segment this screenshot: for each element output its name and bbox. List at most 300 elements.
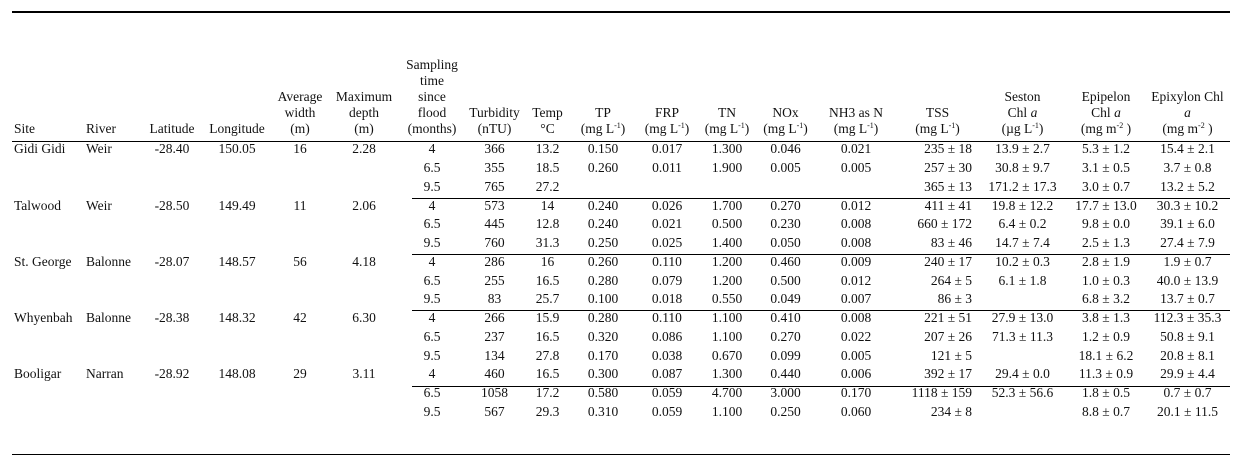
cell-time: 9.5 [423,291,441,307]
cell-tp: 0.280 [587,310,619,326]
cell-seston: 14.7 ± 7.4 [995,235,1050,251]
cell-seston: 6.4 ± 0.2 [998,216,1047,232]
cell-temp: 15.9 [535,310,560,326]
water-quality-table [12,14,1230,421]
cell-nh3: 0.007 [840,291,872,307]
cell-tp: 0.250 [587,235,619,251]
cell-width: 16 [293,141,307,157]
cell-frp: 0.059 [651,385,683,401]
cell-site [12,271,84,290]
header-temp: Temp °C [532,105,563,136]
cell-epipelon: 6.8 ± 3.2 [1082,291,1130,307]
cell-epipelon: 3.0 ± 0.7 [1082,178,1130,194]
cell-nh3: 0.008 [840,235,872,251]
cell-width: 56 [293,253,307,269]
cell-seston [978,346,1067,365]
cell-temp: 29.3 [535,403,560,419]
cell-latitude [142,234,202,253]
cell-tss: 264 ± 5 [930,272,972,288]
cell-nh3: 0.022 [840,328,872,344]
cell-width: 29 [293,366,307,382]
cell-site: St. George [14,253,72,269]
cell-tss: 392 ± 17 [924,366,972,382]
cell-longitude: 148.32 [218,310,256,326]
cell-nh3: 0.012 [840,272,872,288]
cell-seston: 10.2 ± 0.3 [995,253,1050,269]
cell-latitude: -28.92 [154,366,190,382]
cell-temp: 16.5 [535,366,560,382]
cell-river [84,234,142,253]
cell-longitude: 149.49 [218,197,256,213]
cell-seston: 52.3 ± 56.6 [991,385,1054,401]
cell-seston: 6.1 ± 1.8 [998,272,1047,288]
cell-river: Weir [86,197,112,213]
cell-site: Booligar [14,366,62,382]
cell-river [84,403,142,422]
cell-latitude [142,271,202,290]
cell-tn: 4.700 [711,385,743,401]
cell-river [84,328,142,347]
cell-width [272,215,328,234]
cell-nox: 0.049 [770,291,801,307]
cell-river [84,215,142,234]
cell-tn: 1.300 [711,141,743,157]
cell-epixylon: 15.4 ± 2.1 [1160,141,1215,157]
cell-frp [636,178,698,197]
cell-tp: 0.240 [587,216,619,232]
cell-tn: 0.670 [711,347,743,363]
cell-seston: 29.4 ± 0.0 [995,366,1050,382]
table-row [12,290,1230,309]
cell-depth: 3.11 [352,366,376,382]
cell-tn: 1.200 [711,272,743,288]
cell-depth [328,346,400,365]
cell-longitude [202,159,272,178]
table-row [12,140,1230,159]
cell-epipelon: 2.8 ± 1.9 [1082,253,1130,269]
cell-tn: 0.500 [711,216,743,232]
cell-turbidity: 255 [484,272,505,288]
cell-nox: 0.005 [770,160,801,176]
cell-nh3: 0.006 [840,366,872,382]
cell-nh3: 0.060 [840,403,872,419]
cell-tp: 0.260 [587,160,619,176]
table-bottom-rule [12,454,1230,455]
cell-tss: 83 ± 46 [930,235,972,251]
cell-frp: 0.110 [652,310,682,326]
cell-depth [328,328,400,347]
table-top-rule [12,11,1230,13]
cell-tn: 1.100 [711,403,743,419]
cell-seston: 19.8 ± 12.2 [991,197,1054,213]
cell-tp: 0.300 [587,366,619,382]
cell-temp: 12.8 [535,216,560,232]
cell-river: Balonne [86,253,131,269]
cell-latitude [142,403,202,422]
cell-depth [328,234,400,253]
header-tn: TN (mg $L^{-1}$) [704,105,750,136]
cell-seston: 30.8 ± 9.7 [995,160,1050,176]
cell-time: 4 [428,366,436,382]
cell-width [272,178,328,197]
table-row [12,196,1230,215]
header-latitude: Latitude [149,121,195,136]
cell-turbidity: 355 [484,160,505,176]
cell-frp: 0.025 [651,235,683,251]
table-row [12,309,1230,328]
cell-site: Talwood [14,197,62,213]
cell-nox: 0.050 [770,235,801,251]
cell-epipelon: 5.3 ± 1.2 [1082,141,1130,157]
cell-temp: 16.5 [535,272,560,288]
cell-longitude [202,271,272,290]
cell-epipelon: 1.8 ± 0.5 [1082,385,1130,401]
cell-longitude [202,290,272,309]
cell-time: 9.5 [423,347,441,363]
cell-tn: 1.700 [711,197,743,213]
cell-epixylon: 20.1 ± 11.5 [1157,403,1218,419]
cell-frp: 0.021 [651,216,683,232]
cell-time: 6.5 [423,160,441,176]
cell-width [272,403,328,422]
cell-frp: 0.087 [651,366,683,382]
cell-turbidity: 237 [484,328,505,344]
cell-turbidity: 266 [484,310,505,326]
cell-seston: 13.9 ± 2.7 [995,141,1050,157]
cell-time: 4 [428,197,436,213]
cell-width [272,234,328,253]
cell-river [84,290,142,309]
table-row [12,178,1230,197]
table-row [12,328,1230,347]
cell-longitude: 148.57 [218,253,256,269]
cell-epixylon: 50.8 ± 9.1 [1160,328,1215,344]
cell-temp: 27.8 [535,347,560,363]
cell-river [84,346,142,365]
table-row [12,346,1230,365]
cell-seston [978,290,1067,309]
cell-epipelon: 1.2 ± 0.9 [1082,328,1130,344]
header-nox: NOx (mg $L^{-1}$) [763,105,808,136]
cell-seston: 27.9 ± 13.0 [991,310,1054,326]
table-row [12,403,1230,422]
cell-site [12,234,84,253]
cell-site [12,290,84,309]
cell-time: 9.5 [423,235,441,251]
cell-frp: 0.018 [651,291,683,307]
cell-turbidity: 460 [484,366,505,382]
cell-tp [570,178,636,197]
cell-tss: 257 ± 30 [924,160,972,176]
cell-epixylon: 13.2 ± 5.2 [1160,178,1215,194]
cell-longitude: 148.08 [218,366,256,382]
cell-river [84,384,142,403]
cell-tn: 1.900 [711,160,743,176]
cell-frp: 0.059 [651,403,683,419]
cell-depth: 2.28 [352,141,376,157]
cell-tn: 0.550 [711,291,743,307]
cell-width [272,159,328,178]
header-river: River [86,121,116,136]
cell-site [12,346,84,365]
cell-longitude [202,234,272,253]
cell-temp: 18.5 [535,160,560,176]
cell-frp: 0.079 [651,272,683,288]
cell-epipelon: 3.8 ± 1.3 [1082,310,1130,326]
cell-nox: 0.460 [770,253,801,269]
cell-tss: 1118 ± 159 [911,385,972,401]
cell-depth: 2.06 [352,197,376,213]
cell-width: 42 [293,310,307,326]
cell-tp: 0.310 [587,403,619,419]
cell-turbidity: 83 [487,291,502,307]
cell-latitude: -28.07 [154,253,190,269]
cell-tp: 0.100 [587,291,619,307]
table-row [12,365,1230,384]
cell-time: 6.5 [423,328,441,344]
cell-tn: 1.400 [711,235,743,251]
cell-latitude [142,215,202,234]
cell-nox: 3.000 [770,385,801,401]
cell-river [84,159,142,178]
cell-epixylon: 1.9 ± 0.7 [1163,253,1212,269]
cell-time: 4 [428,253,436,269]
cell-width [272,384,328,403]
cell-nh3: 0.012 [840,197,872,213]
cell-epixylon: 112.3 ± 35.3 [1153,310,1222,326]
cell-latitude: -28.38 [154,310,190,326]
cell-tn: 1.100 [711,310,743,326]
cell-epixylon: 20.8 ± 8.1 [1160,347,1215,363]
cell-site [12,328,84,347]
cell-turbidity: 286 [484,253,505,269]
cell-depth [328,290,400,309]
cell-turbidity: 567 [484,403,505,419]
cell-nox: 0.250 [770,403,801,419]
cell-nox: 0.410 [770,310,801,326]
cell-longitude: 150.05 [218,141,256,157]
cell-nh3: 0.005 [840,160,872,176]
cell-nh3: 0.005 [840,347,872,363]
cell-longitude [202,346,272,365]
cell-depth [328,384,400,403]
header-site: Site [14,121,36,136]
cell-tss: 240 ± 17 [924,253,972,269]
cell-depth [328,159,400,178]
cell-depth [328,215,400,234]
cell-latitude [142,159,202,178]
cell-frp: 0.110 [652,253,682,269]
cell-nh3: 0.009 [840,253,872,269]
cell-river: Narran [86,366,124,382]
cell-time: 9.5 [423,178,441,194]
header-average-width: Average width (m) [277,89,323,136]
header-turbidity: Turbidity (nTU) [469,105,520,136]
cell-epipelon: 8.8 ± 0.7 [1082,403,1130,419]
cell-epixylon: 27.4 ± 7.9 [1160,235,1215,251]
cell-frp: 0.017 [651,141,683,157]
cell-longitude [202,215,272,234]
cell-river: Balonne [86,310,131,326]
cell-tp: 0.260 [587,253,619,269]
cell-tss: 221 ± 51 [924,310,972,326]
table-row [12,215,1230,234]
cell-tss: 660 ± 172 [917,216,972,232]
header-frp: FRP (mg $L^{-1}$) [644,105,690,136]
header-nh3: NH3 as N (mg $L^{-1}$) [829,105,883,136]
cell-nox: 0.046 [770,141,801,157]
cell-epixylon: 29.9 ± 4.4 [1160,366,1215,382]
cell-depth [328,178,400,197]
cell-seston [978,403,1067,422]
cell-tn: 1.100 [711,328,743,344]
header-epixylon-chl: Epixylon Chl a (mg $m^{-2}$ ) [1151,89,1224,136]
cell-site [12,178,84,197]
cell-latitude [142,290,202,309]
cell-site [12,403,84,422]
cell-tn: 1.200 [711,253,743,269]
cell-nh3: 0.008 [840,310,872,326]
table-row [12,253,1230,272]
cell-seston: 171.2 ± 17.3 [988,178,1057,194]
cell-longitude [202,384,272,403]
cell-nox: 0.099 [770,347,801,363]
cell-turbidity: 366 [484,141,505,157]
cell-epixylon: 30.3 ± 10.2 [1156,197,1219,213]
cell-river [84,271,142,290]
header-maximum-depth: Maximum depth (m) [335,89,393,136]
cell-nox: 0.500 [770,272,801,288]
cell-tss: 207 ± 26 [924,328,972,344]
cell-tp: 0.240 [587,197,619,213]
cell-time: 4 [428,310,436,326]
cell-turbidity: 1058 [481,385,508,401]
cell-nh3: 0.170 [840,385,872,401]
cell-width [272,346,328,365]
cell-frp: 0.011 [652,160,682,176]
cell-nox: 0.270 [770,328,801,344]
cell-nox: 0.440 [770,366,801,382]
table-body [12,140,1230,421]
cell-nox [756,178,815,197]
table-row [12,384,1230,403]
header-tss: TSS (mg $L^{-1}$) [915,105,960,136]
cell-depth: 4.18 [352,253,376,269]
cell-frp: 0.086 [651,328,683,344]
cell-width [272,290,328,309]
cell-tss: 365 ± 13 [924,178,972,194]
cell-turbidity: 765 [484,178,505,194]
cell-longitude [202,328,272,347]
header-tp: TP (mg $L^{-1}$) [580,105,626,136]
cell-epixylon: 39.1 ± 6.0 [1160,216,1215,232]
cell-river: Weir [86,141,112,157]
cell-longitude [202,178,272,197]
cell-turbidity: 573 [484,197,505,213]
header-seston-chl: Seston Chl a (µg $L^{-1}$) [1001,89,1044,136]
cell-latitude [142,384,202,403]
cell-tss: 121 ± 5 [930,347,972,363]
cell-epixylon: 40.0 ± 13.9 [1156,272,1219,288]
cell-latitude: -28.50 [154,197,190,213]
cell-site [12,159,84,178]
cell-time: 6.5 [423,272,441,288]
cell-tp: 0.320 [587,328,619,344]
cell-epipelon: 3.1 ± 0.5 [1082,160,1130,176]
table-row [12,234,1230,253]
cell-epipelon: 2.5 ± 1.3 [1082,235,1130,251]
cell-epixylon: 3.7 ± 0.8 [1163,160,1212,176]
cell-epipelon: 1.0 ± 0.3 [1082,272,1130,288]
cell-temp: 13.2 [535,141,560,157]
cell-frp: 0.038 [651,347,683,363]
cell-tp: 0.580 [587,385,619,401]
cell-latitude [142,346,202,365]
cell-epipelon: 18.1 ± 6.2 [1078,347,1134,363]
cell-nh3: 0.021 [840,141,872,157]
cell-temp: 27.2 [535,178,560,194]
cell-latitude: -28.40 [154,141,190,157]
cell-epipelon: 17.7 ± 13.0 [1075,197,1137,213]
cell-tss: 411 ± 41 [924,197,972,213]
cell-depth [328,403,400,422]
cell-tn [698,178,756,197]
cell-site: Gidi Gidi [14,141,66,157]
cell-nox: 0.270 [770,197,801,213]
cell-longitude [202,403,272,422]
cell-nh3: 0.008 [840,216,872,232]
cell-temp: 25.7 [535,291,560,307]
cell-depth [328,271,400,290]
cell-width: 11 [293,197,307,213]
cell-site [12,384,84,403]
cell-width [272,271,328,290]
cell-temp: 14 [540,197,555,213]
cell-time: 6.5 [423,385,441,401]
cell-temp: 16 [540,253,555,269]
cell-tp: 0.170 [587,347,619,363]
cell-epipelon: 11.3 ± 0.9 [1078,366,1134,382]
header-epipelon-chl: Epipelon Chl a (mg $m^{-2}$ ) [1080,89,1132,136]
cell-time: 6.5 [423,216,441,232]
table-row [12,159,1230,178]
table-row [12,271,1230,290]
cell-tss: 234 ± 8 [930,403,972,419]
cell-latitude [142,328,202,347]
cell-site [12,215,84,234]
cell-epixylon: 0.7 ± 0.7 [1163,385,1212,401]
cell-epixylon: 13.7 ± 0.7 [1160,291,1215,307]
cell-river [84,178,142,197]
cell-epipelon: 9.8 ± 0.0 [1082,216,1130,232]
cell-depth: 6.30 [352,310,376,326]
cell-nox: 0.230 [770,216,801,232]
cell-tss: 86 ± 3 [937,291,972,307]
cell-tp: 0.150 [587,141,619,157]
cell-tn: 1.300 [711,366,743,382]
cell-latitude [142,178,202,197]
header-longitude: Longitude [209,121,265,136]
cell-width [272,328,328,347]
cell-frp: 0.026 [651,197,683,213]
cell-time: 9.5 [423,403,441,419]
cell-temp: 17.2 [535,385,560,401]
cell-time: 4 [428,141,436,157]
cell-tss: 235 ± 18 [924,141,972,157]
cell-seston: 71.3 ± 11.3 [992,328,1053,344]
cell-temp: 31.3 [535,235,560,251]
header-row [12,14,1230,140]
